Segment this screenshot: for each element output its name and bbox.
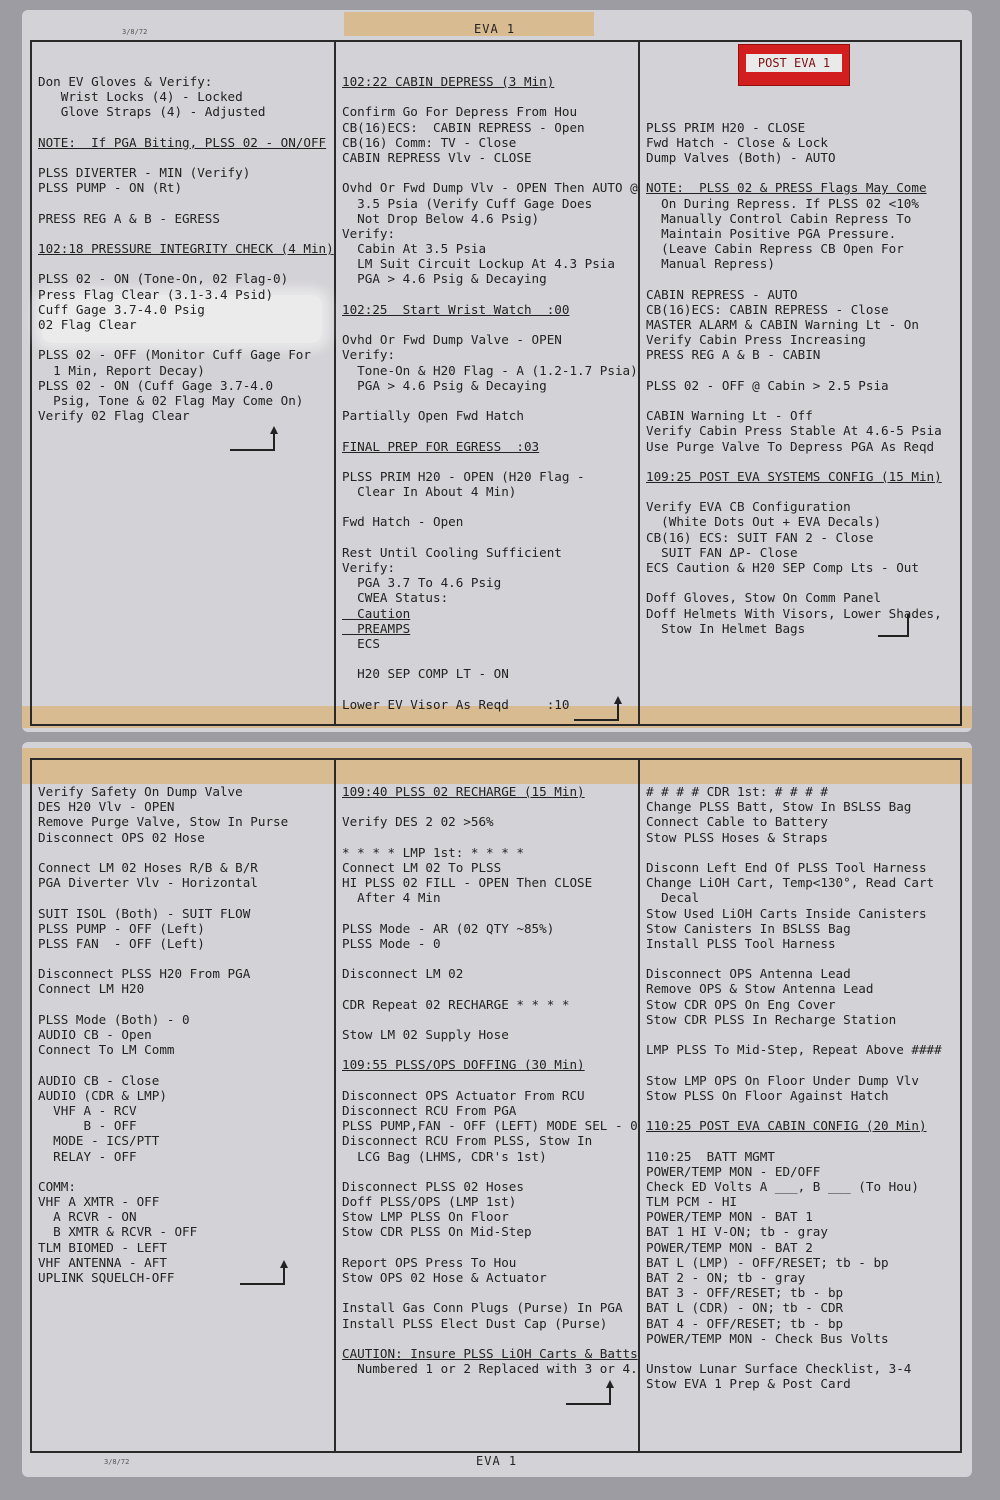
checklist-line: Install Gas Conn Plugs (Purse) In PGA <box>342 1300 623 1316</box>
checklist-line: CB(16)ECS: CABIN REPRESS - Close <box>646 301 889 317</box>
checklist-line <box>646 575 956 590</box>
checklist-line: Verify Safety On Dump Valve <box>38 784 243 799</box>
checklist-line: Stow OPS 02 Hose & Actuator <box>342 1270 547 1285</box>
checklist-line <box>646 1057 956 1072</box>
checklist-line <box>38 196 330 211</box>
checklist-line: Stow LMP PLSS On Floor <box>342 1209 509 1225</box>
checklist-line: A RCVR - ON <box>38 1209 137 1225</box>
checklist-line: Use Purge Valve To Depress PGA As Reqd <box>646 438 935 454</box>
checklist-line <box>646 1346 956 1361</box>
checklist-line: (White Dots Out + EVA Decals) <box>646 514 882 530</box>
checklist-line: POWER/TEMP MON - ED/OFF <box>646 1163 821 1179</box>
checklist-line: Disconnect RCU From PGA <box>342 1102 517 1118</box>
checklist-line: LMP PLSS To Mid-Step, Repeat Above #### <box>646 1042 942 1058</box>
checklist-line: TLM BIOMED - LEFT <box>38 1239 167 1255</box>
checklist-line: Stow CDR PLSS In Recharge Station <box>646 1011 897 1027</box>
checklist-line: Change PLSS Batt, Stow In BSLSS Bag <box>646 799 912 815</box>
checklist-line: Connect To LM Comm <box>38 1042 175 1058</box>
checklist-line <box>342 1164 634 1179</box>
column-3 <box>640 42 960 724</box>
checklist-line: PLSS 02 - ON (Cuff Gage 3.7-4.0 <box>38 377 274 393</box>
checklist-line: Remove Purge Valve, Stow In Purse <box>38 814 289 830</box>
checklist-line: BAT L (CDR) - ON; tb - CDR <box>646 1300 844 1316</box>
checklist-line: Manually Control Cabin Repress To <box>646 210 912 226</box>
checklist-line: PREAMPS <box>342 620 411 636</box>
checklist-line: POWER/TEMP MON - BAT 1 <box>646 1209 813 1225</box>
checklist-line: CB(16) Comm: TV - Close <box>342 134 517 150</box>
checklist-line: PRESS REG A & B - CABIN <box>646 347 821 363</box>
checklist-line <box>38 845 330 860</box>
checklist-line: Psig, Tone & 02 Flag May Come On) <box>38 392 304 408</box>
checklist-line: Verify EVA CB Configuration <box>646 499 851 515</box>
checklist-line: Stow LM 02 Supply Hose <box>342 1027 509 1042</box>
checklist-line <box>646 845 956 860</box>
checklist-line: MODE - ICS/PTT <box>38 1133 160 1149</box>
checklist-line: # # # # CDR 1st: # # # # <box>646 784 828 799</box>
column-1 <box>32 760 336 1451</box>
checklist-line <box>342 1240 634 1255</box>
card-date: 3/8/72 <box>104 1458 130 1466</box>
checklist-line: Stow In Helmet Bags <box>646 620 806 636</box>
checklist-line: Stow EVA 1 Prep & Post Card <box>646 1376 851 1392</box>
checklist-line: CDR Repeat 02 RECHARGE * * * * <box>342 996 570 1012</box>
checklist-line: Stow CDR OPS On Eng Cover <box>646 996 836 1012</box>
checklist-line: Decal <box>646 890 700 906</box>
column-2 <box>336 42 640 724</box>
checklist-line: Fwd Hatch - Open <box>342 514 464 530</box>
checklist-line: MASTER ALARM & CABIN Warning Lt - On <box>646 317 919 332</box>
checklist-line: Install PLSS Elect Dust Cap (Purse) <box>342 1315 608 1331</box>
checklist-line: H20 SEP COMP LT - ON <box>342 666 509 682</box>
checklist-line: PRESS REG A & B - EGRESS <box>38 210 220 226</box>
checklist-line <box>342 682 634 697</box>
checklist-line: Stow PLSS On Floor Against Hatch <box>646 1087 889 1103</box>
checklist-line: * * * * LMP 1st: * * * * <box>342 844 524 860</box>
checklist-line: Tone-On & H20 Flag - A (1.2-1.7 Psia) <box>342 362 638 378</box>
checklist-line: Doff PLSS/OPS (LMP 1st) <box>342 1194 517 1210</box>
checklist-line: PLSS PUMP - OFF (Left) <box>38 920 205 936</box>
checklist-line: 109:25 POST EVA SYSTEMS CONFIG (15 Min) <box>646 468 942 484</box>
card-date: 3/8/72 <box>122 28 148 36</box>
card-title: EVA 1 <box>474 22 516 36</box>
checklist-line: AUDIO CB - Open <box>38 1027 152 1042</box>
continue-arrow-icon <box>876 612 926 640</box>
tape-strip <box>344 12 594 36</box>
checklist-line: Verify: <box>342 560 396 575</box>
checklist-line: POWER/TEMP MON - Check Bus Volts <box>646 1330 889 1346</box>
checklist-line: VHF A - RCV <box>38 1102 137 1118</box>
checklist-line <box>342 287 634 302</box>
checklist-line: ECS <box>342 635 380 651</box>
column-1 <box>32 42 336 724</box>
checklist-line <box>38 1164 330 1179</box>
checklist-line: PLSS Mode - 0 <box>342 935 441 951</box>
checklist-line: Stow PLSS Hoses & Straps <box>646 829 828 845</box>
checklist-line <box>646 454 956 469</box>
checklist-line: Unstow Lunar Surface Checklist, 3-4 <box>646 1361 912 1377</box>
checklist-line <box>646 271 956 286</box>
checklist-line: Connect LM 02 To PLSS <box>342 859 502 875</box>
checklist-line: Stow Used LiOH Carts Inside Canisters <box>646 905 927 921</box>
checklist-line: LCG Bag (LHMS, CDR's 1st) <box>342 1148 547 1164</box>
procedure-text <box>646 74 956 636</box>
checklist-line: CWEA Status: <box>342 590 449 606</box>
checklist-line: Verify 02 Flag Clear <box>38 408 190 424</box>
checklist-line <box>646 1103 956 1118</box>
stamp-label: POST EVA 1 <box>746 54 842 72</box>
checklist-line: PLSS PRIM H20 - CLOSE <box>646 119 806 135</box>
checklist-line <box>342 1042 634 1057</box>
checklist-line: Verify Cabin Press Stable At 4.6-5 Psia <box>646 423 942 439</box>
checklist-line: PLSS Mode (Both) - 0 <box>38 1011 190 1027</box>
checklist-line: Manual Repress) <box>646 256 775 272</box>
checklist-line: HI PLSS 02 FILL - OPEN Then CLOSE <box>342 875 593 891</box>
continue-arrow-icon <box>238 1260 288 1288</box>
checklist-line: Ovhd Or Fwd Dump Valve - OPEN <box>342 332 562 348</box>
checklist-line: SUIT FAN ΔP- Close <box>646 544 798 560</box>
checklist-line: Fwd Hatch - Close & Lock <box>646 134 828 150</box>
checklist-line <box>342 317 634 332</box>
checklist-line: Install PLSS Tool Harness <box>646 935 836 951</box>
procedure-text <box>646 784 956 1392</box>
checklist-line <box>342 981 634 996</box>
checklist-line <box>342 89 634 104</box>
checklist-line: Stow LMP OPS On Floor Under Dump Vlv <box>646 1072 919 1088</box>
checklist-line: Disconnect LM 02 <box>342 966 464 982</box>
checklist-line: B - OFF <box>38 1118 137 1134</box>
checklist-line <box>342 530 634 545</box>
checklist-line: 102:25 Start Wrist Watch :00 <box>342 301 570 317</box>
checklist-line: Caution <box>342 605 411 621</box>
checklist-line <box>646 89 956 104</box>
checklist-line: PGA 3.7 To 4.6 Psig <box>342 575 502 591</box>
checklist-line: PLSS PUMP,FAN - OFF (LEFT) MODE SEL - 0 <box>342 1118 638 1134</box>
checklist-line: PLSS 02 - OFF @ Cabin > 2.5 Psia <box>646 377 889 393</box>
checklist-line: Connect LM 02 Hoses R/B & B/R <box>38 859 258 875</box>
checklist-line: B XMTR & RCVR - OFF <box>38 1224 198 1240</box>
checklist-line: Doff Gloves, Stow On Comm Panel <box>646 590 882 606</box>
checklist-line: SUIT ISOL (Both) - SUIT FLOW <box>38 905 251 921</box>
checklist-line: PGA > 4.6 Psig & Decaying <box>342 377 547 393</box>
checklist-line <box>38 951 330 966</box>
checklist-line: 110:25 BATT MGMT <box>646 1148 775 1164</box>
checklist-line <box>38 997 330 1012</box>
procedure-text <box>342 784 638 1377</box>
column-2 <box>336 760 640 1451</box>
checklist-line <box>342 165 634 180</box>
checklist-line <box>38 256 330 271</box>
checklist-line: 02 Flag Clear <box>38 317 137 332</box>
checklist-line <box>342 423 634 438</box>
checklist-line: 109:55 PLSS/OPS DOFFING (30 Min) <box>342 1057 585 1073</box>
checklist-line: Glove Straps (4) - Adjusted <box>38 104 266 120</box>
checklist-line: Disconnect OPS 02 Hose <box>38 829 205 845</box>
checklist-card-bottom <box>22 742 972 1477</box>
checklist-line <box>342 799 634 814</box>
checklist-line <box>342 951 634 966</box>
checklist-line: 1 Min, Report Decay) <box>38 362 205 378</box>
checklist-line: PLSS Mode - AR (02 QTY ~85%) <box>342 920 555 936</box>
continue-arrow-icon <box>564 1380 614 1408</box>
checklist-line: POWER/TEMP MON - BAT 2 <box>646 1239 813 1255</box>
checklist-line: 110:25 POST EVA CABIN CONFIG (20 Min) <box>646 1118 927 1134</box>
checklist-line: 102:18 PRESSURE INTEGRITY CHECK (4 Min) <box>38 241 334 257</box>
checklist-line: LM Suit Circuit Lockup At 4.3 Psia <box>342 256 615 272</box>
checklist-line: PLSS PUMP - ON (Rt) <box>38 180 183 196</box>
checklist-line: PGA Diverter Vlv - Horizontal <box>38 875 258 891</box>
checklist-line: Ovhd Or Fwd Dump Vlv - OPEN Then AUTO @ <box>342 180 638 196</box>
checklist-line: AUDIO CB - Close <box>38 1072 160 1088</box>
checklist-line <box>342 651 634 666</box>
checklist-line: PLSS FAN - OFF (Left) <box>38 935 205 951</box>
checklist-line <box>342 1331 634 1346</box>
post-eva-stamp <box>738 44 850 86</box>
checklist-line: 102:22 CABIN DEPRESS (3 Min) <box>342 74 555 89</box>
checklist-line: Verify DES 2 02 >56% <box>342 814 494 830</box>
checklist-line: BAT 2 - ON; tb - gray <box>646 1270 806 1285</box>
continue-arrow-icon <box>572 696 622 724</box>
checklist-line: Dump Valves (Both) - AUTO <box>646 149 836 165</box>
checklist-line: PLSS DIVERTER - MIN (Verify) <box>38 165 251 181</box>
checklist-line: Disconn Left End Of PLSS Tool Harness <box>646 859 927 875</box>
checklist-line: Remove OPS & Stow Antenna Lead <box>646 981 874 997</box>
checklist-line: Connect LM H20 <box>38 981 145 997</box>
checklist-line: CB(16) ECS: SUIT FAN 2 - Close <box>646 529 874 545</box>
checklist-line: NOTE: If PGA Biting, PLSS 02 - ON/OFF <box>38 134 327 150</box>
checklist-line: Disconnect PLSS 02 Hoses <box>342 1178 524 1194</box>
checklist-line <box>342 454 634 469</box>
checklist-card-top <box>22 10 972 732</box>
checklist-line: Connect Cable to Battery <box>646 814 828 830</box>
procedure-text <box>38 784 330 1285</box>
checklist-line <box>342 830 634 845</box>
checklist-line: After 4 Min <box>342 890 441 906</box>
procedure-text <box>342 74 638 712</box>
checklist-line <box>38 120 330 135</box>
checklist-line: PGA > 4.6 Psig & Decaying <box>342 271 547 287</box>
column-3 <box>640 760 960 1451</box>
procedure-text <box>38 74 334 424</box>
checklist-line: BAT 3 - OFF/RESET; tb - bp <box>646 1285 844 1301</box>
checklist-line: Maintain Positive PGA Pressure. <box>646 225 897 241</box>
checklist-line <box>342 1073 634 1088</box>
checklist-line: TLM PCM - HI <box>646 1194 737 1210</box>
checklist-line <box>38 1057 330 1072</box>
checklist-line: On During Repress. If PLSS 02 <10% <box>646 195 919 211</box>
checklist-line: DES H20 Vlv - OPEN <box>38 799 175 815</box>
checklist-line: (Leave Cabin Repress CB Open For <box>646 241 904 257</box>
checklist-line: Doff Helmets With Visors, Lower Shades, <box>646 605 942 621</box>
checklist-line: RELAY - OFF <box>38 1148 137 1164</box>
checklist-line <box>342 1285 634 1300</box>
checklist-line: Wrist Locks (4) - Locked <box>38 89 243 105</box>
checklist-line: Verify Cabin Press Increasing <box>646 332 866 348</box>
checklist-line: 3.5 Psia (Verify Cuff Gage Does <box>342 195 593 211</box>
checklist-line: VHF ANTENNA - AFT <box>38 1254 167 1270</box>
checklist-line <box>646 1133 956 1148</box>
checklist-line: Change LiOH Cart, Temp<130°, Read Cart <box>646 875 935 891</box>
card-title: EVA 1 <box>476 1454 518 1468</box>
checklist-line <box>342 906 634 921</box>
checklist-line: Not Drop Below 4.6 Psig) <box>342 210 540 226</box>
checklist-line: FINAL PREP FOR EGRESS :03 <box>342 438 540 454</box>
checklist-line: Cabin At 3.5 Psia <box>342 241 487 257</box>
checklist-line: ECS Caution & H20 SEP Comp Lts - Out <box>646 560 919 575</box>
checklist-line: CABIN REPRESS - AUTO <box>646 286 798 302</box>
checklist-line: Report OPS Press To Hou <box>342 1254 517 1270</box>
checklist-line: PLSS PRIM H20 - OPEN (H20 Flag - <box>342 468 585 484</box>
checklist-line: Press Flag Clear (3.1-3.4 Psid) <box>38 286 274 302</box>
checklist-line: Check ED Volts A ___, B ___ (To Hou) <box>646 1178 919 1194</box>
checklist-line: Confirm Go For Depress From Hou <box>342 104 578 120</box>
checklist-line <box>342 1012 634 1027</box>
checklist-line: Stow CDR PLSS On Mid-Step <box>342 1224 532 1240</box>
checklist-line: Disconnect OPS Actuator From RCU <box>342 1087 585 1103</box>
checklist-line: PLSS 02 - ON (Tone-On, 02 Flag-0) <box>38 271 289 287</box>
checklist-line: BAT 4 - OFF/RESET; tb - bp <box>646 1315 844 1331</box>
checklist-line: Don EV Gloves & Verify: <box>38 74 213 89</box>
checklist-line: Disconnect PLSS H20 From PGA <box>38 966 251 982</box>
checklist-line <box>646 104 956 119</box>
checklist-line <box>38 150 330 165</box>
checklist-line: CABIN REPRESS Vlv - CLOSE <box>342 149 532 165</box>
checklist-line <box>646 165 956 180</box>
checklist-line <box>342 499 634 514</box>
checklist-line: AUDIO (CDR & LMP) <box>38 1087 167 1103</box>
checklist-line: UPLINK SQUELCH-OFF <box>38 1270 175 1285</box>
checklist-line: Rest Until Cooling Sufficient <box>342 544 562 560</box>
checklist-line: NOTE: PLSS 02 & PRESS Flags May Come <box>646 180 927 196</box>
checklist-line: Verify: <box>342 347 396 363</box>
checklist-line: 109:40 PLSS 02 RECHARGE (15 Min) <box>342 784 585 799</box>
checklist-line <box>38 890 330 905</box>
checklist-line: Stow Canisters In BSLSS Bag <box>646 920 851 936</box>
checklist-line: Disconnect OPS Antenna Lead <box>646 966 851 982</box>
checklist-line: COMM: <box>38 1178 76 1194</box>
checklist-line <box>38 226 330 241</box>
checklist-line <box>646 393 956 408</box>
checklist-line: CABIN Warning Lt - Off <box>646 408 813 424</box>
checklist-line: PLSS 02 - OFF (Monitor Cuff Gage For <box>38 347 311 363</box>
checklist-line: Verify: <box>342 225 396 241</box>
checklist-line: Cuff Gage 3.7-4.0 Psig <box>38 301 205 317</box>
checklist-line: CAUTION: Insure PLSS LiOH Carts & Batts <box>342 1345 638 1361</box>
checklist-line: Partially Open Fwd Hatch <box>342 408 524 424</box>
checklist-line: Lower EV Visor As Reqd :10 <box>342 696 570 712</box>
checklist-line: CB(16)ECS: CABIN REPRESS - Open <box>342 119 585 135</box>
checklist-line: BAT L (LMP) - OFF/RESET; tb - bp <box>646 1254 889 1270</box>
checklist-line <box>342 393 634 408</box>
checklist-line: Disconnect RCU From PLSS, Stow In <box>342 1133 593 1149</box>
checklist-line <box>646 484 956 499</box>
checklist-line: Clear In About 4 Min) <box>342 484 517 500</box>
checklist-line: VHF A XMTR - OFF <box>38 1194 160 1210</box>
checklist-line <box>646 1027 956 1042</box>
checklist-line <box>646 951 956 966</box>
continue-arrow-icon <box>228 426 278 454</box>
checklist-line <box>38 332 330 347</box>
checklist-line <box>646 363 956 378</box>
checklist-line: Numbered 1 or 2 Replaced with 3 or 4. <box>342 1361 638 1377</box>
checklist-line: BAT 1 HI V-ON; tb - gray <box>646 1224 828 1240</box>
